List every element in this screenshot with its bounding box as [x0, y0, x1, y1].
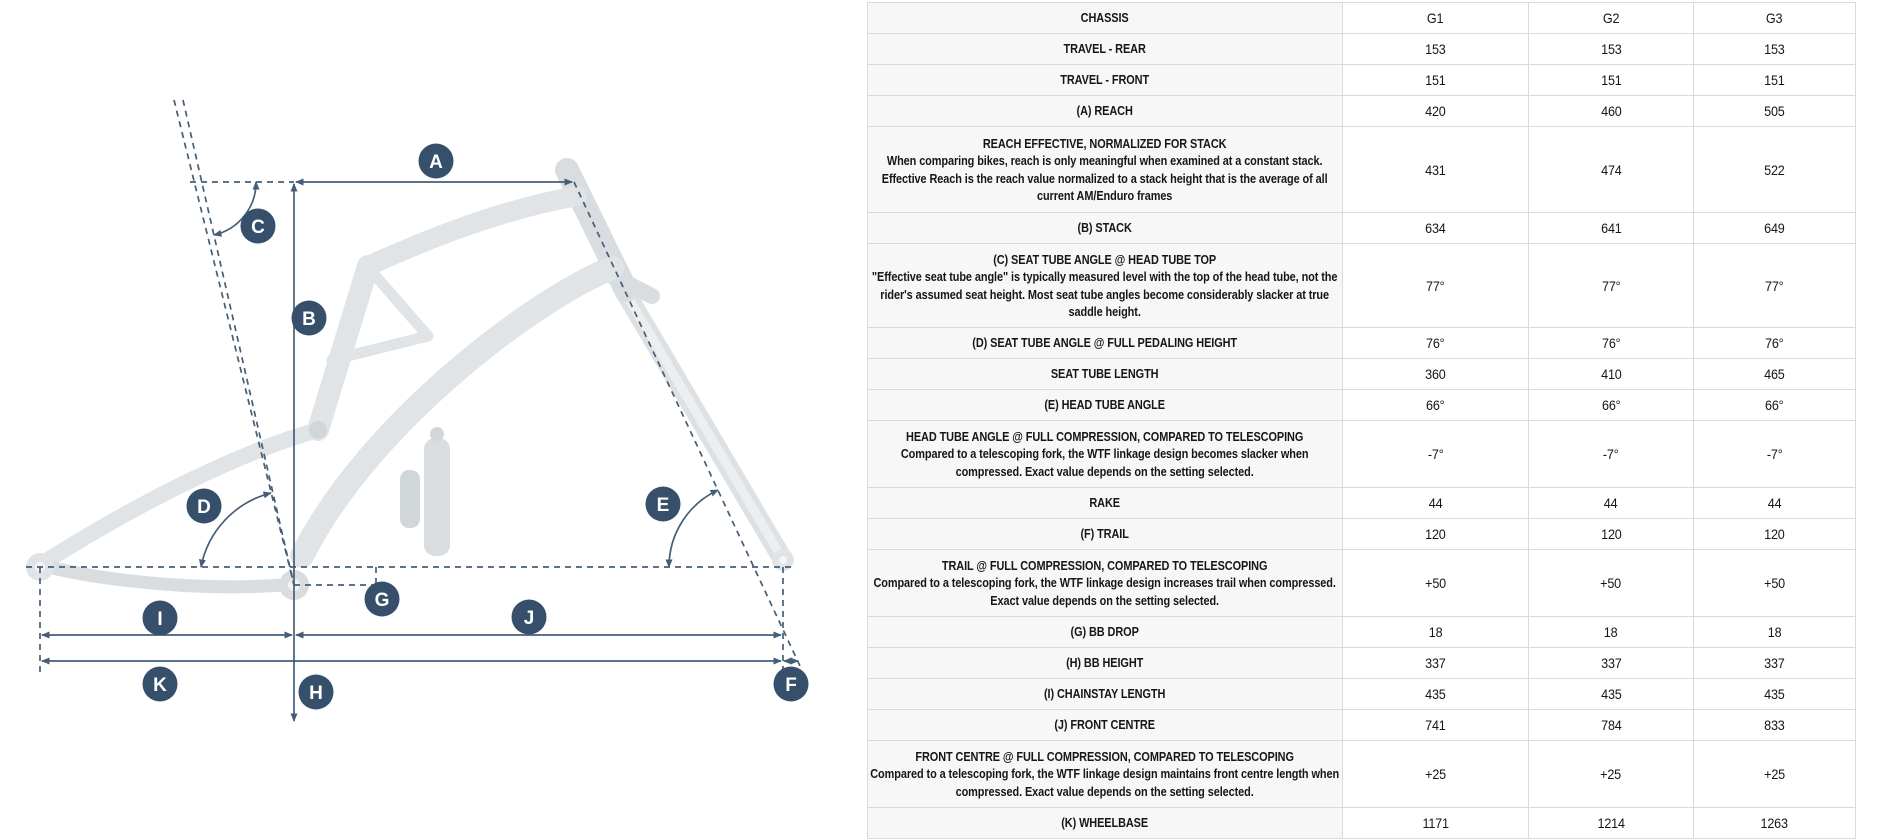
spec-value: 784	[1600, 717, 1622, 733]
svg-text:C: C	[251, 217, 265, 238]
spec-value: 337	[1425, 655, 1446, 671]
spec-value: 649	[1764, 220, 1785, 236]
spec-value-cell	[1529, 519, 1694, 550]
spec-value: G3	[1766, 10, 1783, 26]
label-g	[365, 582, 400, 617]
table-row	[868, 710, 1856, 741]
bike-frame-illustration	[26, 160, 794, 600]
table-row	[868, 244, 1856, 328]
spec-label: TRAVEL - REAR	[1063, 41, 1147, 57]
spec-value: 410	[1600, 366, 1622, 382]
spec-value: +50	[1425, 575, 1446, 591]
spec-label: (A) REACH	[1076, 103, 1134, 119]
label-b	[292, 301, 327, 336]
table-row	[868, 550, 1856, 617]
spec-value-cell	[1343, 328, 1529, 359]
spec-value: +50	[1764, 575, 1785, 591]
spec-label: (G) BB DROP	[1070, 624, 1140, 640]
spec-value: +50	[1600, 575, 1622, 591]
spec-value: 1263	[1760, 815, 1789, 831]
spec-value-cell	[1694, 328, 1856, 359]
spec-description: When comparing bikes, reach is only meaningful when examined at a constant stack. Effective Reach is the reach value normalized to a stack height that is the average of all current AM/Enduro frames	[882, 153, 1328, 203]
geometry-table-container	[867, 2, 1855, 839]
spec-value-cell	[1343, 3, 1529, 34]
spec-label-cell	[868, 65, 1343, 96]
spec-value-cell	[1529, 127, 1694, 213]
spec-value-cell	[1343, 648, 1529, 679]
svg-text:G: G	[374, 590, 390, 611]
spec-label: HEAD TUBE ANGLE @ FULL COMPRESSION, COMPARED TO TELESCOPING	[906, 428, 1304, 444]
spec-value: 120	[1600, 526, 1622, 542]
spec-description: Compared to a telescoping fork, the WTF linkage design maintains front centre length when compressed. Exact value depends on the setting selected.	[870, 766, 1340, 799]
svg-text:F: F	[785, 675, 797, 696]
spec-value-cell	[1529, 244, 1694, 328]
spec-value: 66°	[1601, 397, 1621, 413]
spec-value-cell	[1343, 244, 1529, 328]
spec-value-cell	[1694, 127, 1856, 213]
label-f	[774, 667, 809, 702]
table-row	[868, 390, 1856, 421]
svg-text:K: K	[153, 675, 167, 696]
spec-value-cell	[1694, 244, 1856, 328]
spec-value-cell	[1529, 710, 1694, 741]
spec-value-cell	[1529, 213, 1694, 244]
spec-value-cell	[1529, 328, 1694, 359]
spec-label: (H) BB HEIGHT	[1066, 655, 1144, 671]
spec-value: 120	[1425, 526, 1446, 542]
spec-label-cell	[868, 390, 1343, 421]
spec-value-cell	[1694, 421, 1856, 488]
spec-value-cell	[1529, 741, 1694, 808]
table-row	[868, 741, 1856, 808]
spec-value: -7°	[1603, 446, 1619, 462]
spec-value: G1	[1427, 10, 1444, 26]
label-d	[187, 489, 222, 524]
spec-value: 420	[1425, 103, 1446, 119]
spec-label: REACH EFFECTIVE, NORMALIZED FOR STACK	[983, 135, 1227, 151]
spec-label: (E) HEAD TUBE ANGLE	[1044, 397, 1166, 413]
spec-label-cell	[868, 96, 1343, 127]
spec-value-cell	[1529, 808, 1694, 839]
spec-value-cell	[1694, 390, 1856, 421]
spec-value: 77°	[1765, 277, 1784, 294]
spec-label: TRAIL @ FULL COMPRESSION, COMPARED TO TELESCOPING	[942, 557, 1268, 573]
label-k	[143, 667, 178, 702]
spec-value: 1171	[1422, 815, 1449, 831]
spec-value-cell	[1343, 127, 1529, 213]
spec-value: 18	[1767, 624, 1782, 640]
label-j	[512, 600, 547, 635]
spec-value: 76°	[1426, 335, 1445, 351]
svg-text:A: A	[429, 152, 443, 173]
steering-axis-line	[574, 182, 800, 666]
spec-value: 833	[1764, 717, 1785, 733]
spec-value: 153	[1600, 41, 1622, 57]
spec-value: 76°	[1765, 335, 1784, 351]
spec-value: 66°	[1426, 397, 1445, 413]
spec-value: 153	[1425, 41, 1446, 57]
spec-value-cell	[1343, 390, 1529, 421]
spec-value: 474	[1600, 161, 1622, 178]
spec-value: 460	[1600, 103, 1622, 119]
spec-value-cell	[1343, 550, 1529, 617]
svg-text:B: B	[302, 309, 316, 330]
table-row	[868, 328, 1856, 359]
spec-value-cell	[1529, 65, 1694, 96]
spec-label: SEAT TUBE LENGTH	[1051, 366, 1159, 382]
table-row	[868, 488, 1856, 519]
spec-label-cell	[868, 550, 1343, 617]
spec-value-cell	[1529, 359, 1694, 390]
spec-value: 151	[1425, 72, 1446, 88]
spec-value-cell	[1529, 550, 1694, 617]
spec-label: (I) CHAINSTAY LENGTH	[1044, 686, 1166, 702]
spec-table	[867, 2, 1856, 839]
spec-value-cell	[1694, 679, 1856, 710]
label-c	[241, 209, 276, 244]
svg-text:I: I	[157, 609, 163, 630]
spec-label-cell	[868, 679, 1343, 710]
table-row	[868, 213, 1856, 244]
table-row	[868, 34, 1856, 65]
spec-label-cell	[868, 127, 1343, 213]
svg-text:D: D	[197, 497, 211, 518]
spec-label-cell	[868, 808, 1343, 839]
spec-value-cell	[1343, 213, 1529, 244]
table-row	[868, 421, 1856, 488]
spec-value-cell	[1694, 65, 1856, 96]
table-row	[868, 617, 1856, 648]
spec-value-cell	[1694, 34, 1856, 65]
spec-value-cell	[1343, 34, 1529, 65]
spec-value-cell	[1529, 648, 1694, 679]
spec-value: +25	[1600, 766, 1622, 782]
spec-value-cell	[1694, 648, 1856, 679]
spec-label-cell	[868, 617, 1343, 648]
spec-value-cell	[1343, 617, 1529, 648]
spec-value-cell	[1343, 359, 1529, 390]
spec-value: +25	[1425, 766, 1446, 782]
spec-value-cell	[1694, 617, 1856, 648]
table-row	[868, 65, 1856, 96]
spec-label: RAKE	[1089, 495, 1121, 511]
spec-description: "Effective seat tube angle" is typically measured level with the top of the head tube, not the rider's assumed seat height. Most seat tube angles become considerably slacker at true saddle height.	[872, 269, 1338, 319]
table-row	[868, 519, 1856, 550]
spec-value-cell	[1694, 213, 1856, 244]
spec-value: 634	[1425, 220, 1446, 236]
table-row	[868, 359, 1856, 390]
spec-value: 431	[1425, 161, 1446, 178]
spec-value-cell	[1529, 390, 1694, 421]
spec-value-cell	[1343, 519, 1529, 550]
label-e	[646, 487, 681, 522]
spec-value: 44	[1604, 495, 1618, 511]
spec-value: 151	[1600, 72, 1622, 88]
spec-value-cell	[1343, 96, 1529, 127]
spec-value-cell	[1694, 96, 1856, 127]
spec-value-cell	[1343, 741, 1529, 808]
spec-value-cell	[1694, 488, 1856, 519]
spec-label-cell	[868, 34, 1343, 65]
spec-value-cell	[1694, 741, 1856, 808]
spec-value: 66°	[1765, 397, 1784, 413]
spec-label-cell	[868, 648, 1343, 679]
spec-value: 505	[1764, 103, 1785, 119]
spec-value-cell	[1694, 710, 1856, 741]
spec-value: 77°	[1426, 277, 1445, 294]
spec-label: (D) SEAT TUBE ANGLE @ FULL PEDALING HEIGHT	[972, 335, 1238, 351]
spec-value: 435	[1600, 686, 1622, 702]
spec-value: 76°	[1601, 335, 1621, 351]
spec-value-cell	[1529, 34, 1694, 65]
spec-value: -7°	[1766, 446, 1783, 462]
spec-label: CHASSIS	[1081, 10, 1129, 26]
spec-value-cell	[1694, 550, 1856, 617]
spec-value: 44	[1428, 495, 1443, 511]
svg-text:E: E	[656, 495, 670, 516]
geometry-diagram	[0, 0, 867, 827]
spec-value: 44	[1767, 495, 1782, 511]
spec-value: +25	[1764, 766, 1785, 782]
spec-value: 360	[1425, 366, 1446, 382]
label-i	[143, 601, 178, 636]
spec-value-cell	[1529, 421, 1694, 488]
spec-description: Compared to a telescoping fork, the WTF linkage design increases trail when compressed. Exact value depends on the setting selected.	[873, 575, 1337, 608]
spec-value: 337	[1764, 655, 1785, 671]
spec-value-cell	[1343, 808, 1529, 839]
spec-label: FRONT CENTRE @ FULL COMPRESSION, COMPARED TO TELESCOPING	[915, 748, 1295, 764]
spec-label: TRAVEL - FRONT	[1060, 72, 1150, 88]
spec-value: 153	[1764, 41, 1785, 57]
spec-value: 18	[1428, 624, 1443, 640]
spec-label-cell	[868, 328, 1343, 359]
spec-value-cell	[1529, 488, 1694, 519]
spec-value: G2	[1602, 10, 1620, 26]
spec-value: 18	[1604, 624, 1618, 640]
spec-label: (C) SEAT TUBE ANGLE @ HEAD TUBE TOP	[993, 251, 1217, 267]
spec-value-cell	[1529, 96, 1694, 127]
spec-label-cell	[868, 488, 1343, 519]
spec-value-cell	[1694, 808, 1856, 839]
spec-label: (B) STACK	[1077, 220, 1133, 236]
table-row	[868, 127, 1856, 213]
spec-label: (J) FRONT CENTRE	[1054, 717, 1156, 733]
spec-value: 120	[1764, 526, 1785, 542]
spec-value: 741	[1425, 717, 1446, 733]
spec-value-cell	[1694, 3, 1856, 34]
table-row	[868, 808, 1856, 839]
spec-header-row	[868, 3, 1856, 34]
label-h	[299, 675, 334, 710]
spec-label-cell	[868, 421, 1343, 488]
spec-value: 337	[1600, 655, 1622, 671]
spec-label-cell	[868, 359, 1343, 390]
spec-value: -7°	[1427, 446, 1444, 462]
spec-label-cell	[868, 213, 1343, 244]
spec-value-cell	[1529, 617, 1694, 648]
spec-value-cell	[1343, 65, 1529, 96]
spec-table-body	[868, 3, 1856, 839]
spec-value-cell	[1343, 421, 1529, 488]
spec-description: Compared to a telescoping fork, the WTF linkage design becomes slacker when compressed. Exact value depends on the setting selected.	[901, 446, 1309, 479]
spec-value: 522	[1764, 161, 1785, 178]
spec-value-cell	[1694, 359, 1856, 390]
spec-value-cell	[1343, 710, 1529, 741]
spec-label: (K) WHEELBASE	[1061, 815, 1149, 831]
spec-value: 435	[1764, 686, 1785, 702]
spec-label: (F) TRAIL	[1080, 526, 1130, 542]
table-row	[868, 96, 1856, 127]
spec-label-cell	[868, 244, 1343, 328]
spec-value-cell	[1529, 679, 1694, 710]
table-row	[868, 679, 1856, 710]
spec-value: 1214	[1597, 815, 1625, 831]
spec-value: 151	[1764, 72, 1785, 88]
spec-value-cell	[1694, 519, 1856, 550]
spec-value: 77°	[1601, 277, 1621, 294]
spec-label-cell	[868, 519, 1343, 550]
spec-value-cell	[1529, 3, 1694, 34]
table-row	[868, 648, 1856, 679]
spec-label-cell	[868, 741, 1343, 808]
spec-label-cell	[868, 3, 1343, 34]
spec-value-cell	[1343, 488, 1529, 519]
label-a	[419, 144, 454, 179]
svg-text:H: H	[309, 683, 323, 704]
spec-value: 435	[1425, 686, 1446, 702]
spec-value: 641	[1600, 220, 1622, 236]
spec-label-cell	[868, 710, 1343, 741]
svg-text:J: J	[523, 608, 535, 629]
spec-value-cell	[1343, 679, 1529, 710]
spec-value: 465	[1764, 366, 1785, 382]
